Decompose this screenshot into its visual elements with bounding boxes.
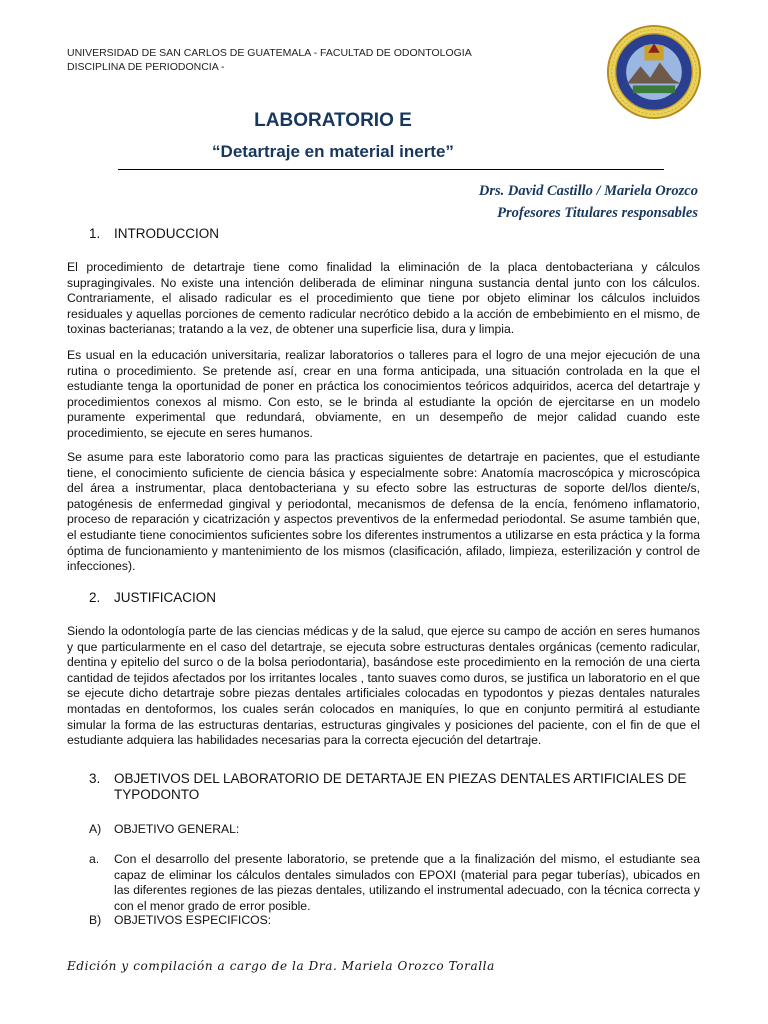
title-divider xyxy=(118,169,664,170)
paragraph-justificacion: Siendo la odontología parte de las ciencias médicas y de la salud, que ejerce su campo de acción en seres humanos y que particularmente en el caso del detartraje, se ejecuta sobre estructuras dentales orgánicas (cemento radicular, dentina y epitelio del surco o de la bolsa periodontaria), basándose este procedimiento en la remoción de una cierta cantidad de tejidos afectados por los irritantes locales , tanto suaves como duros, se justifica un laboratorio en el que se ejecute dicho detartraje sobre piezas dentales artificiales colocadas en typodontos y piezas dentales naturales montadas en dentoformos, los cuales serán colocados en maniquíes, lo que en conjunto permitirá al estudiante simular la forma de las estructuras dentarias, estructuras gingivales y posiciones del paciente, con el fin de que el estudiante adquiera las habilidades necesarias para la correcta ejecución del detartraje. xyxy=(67,624,700,748)
author-role: Profesores Titulares responsables xyxy=(497,205,698,221)
paragraph-introduccion-1: El procedimiento de detartraje tiene como finalidad la eliminación de la placa dentobacteriana y cálculos supragingivales. No existe una intención deliberada de eliminar ninguna sustancia dental junto con los cálculos. Contrariamente, el alisado radicular es el procedimiento que tiene por objeto eliminar los cálculos incluidos residuales y aquellas porciones de cemento radicular necrótico debido a la acción de embebimiento en el mismo, de toxinas bacterianas; tratando a la vez, de obtener una superficie lisa, dura y limpia. xyxy=(67,260,700,337)
section-title: OBJETIVOS DEL LABORATORIO DE DETARTAJE EN PIEZAS DENTALES ARTIFICIALES DE TYPODONTO xyxy=(114,771,687,802)
list-text: Con el desarrollo del presente laboratorio, se pretende que a la finalización del mismo, el estudiante sea capaz de eliminar los cálculos dentales simulados con EPOXI (material para pegar tuberías), ubicados en las diferentes regiones de las piezas dentales, utilizando el instrumental adecuado, con la técnica correcta y con el menor grado de error posible. xyxy=(114,852,700,913)
header-line-2: DISCIPLINA DE PERIODONCIA - xyxy=(67,61,225,73)
author-names: Drs. David Castillo / Mariela Orozco xyxy=(478,183,698,199)
paragraph-introduccion-2: Es usual en la educación universitaria, realizar laboratorios o talleres para el logro de una mejor ejecución de una rutina o procedimiento. Se pretende así, crear en una forma anticipada, una situación controlada en la que el estudiante tenga la oportunidad de poner en práctica los conocimientos teóricos adquiridos, acerca del detartraje y procedimientos conexos al mismo. Con esto, se le brinda al estudiante la opción de ejercitarse en un modelo puramente experimental que redundará, obviamente, en un desempeño de mejor calidad cuando este procedimiento, se ejecute en seres humanos. xyxy=(67,348,700,440)
paragraph-introduccion-3: Se asume para este laboratorio como para las practicas siguientes de detartraje en pacientes, que el estudiante tiene, el conocimiento suficiente de ciencia básica y especialmente sobre: Anatomía macroscópica y microscópica del área a instrumentar, placa dentobacteriana y su efecto sobre las estructuras de soporte del/los diente/s, patogénesis de enfermedad gingival y periodontal, mecanismos de defensa de la encía, fenómeno inflamatorio, proceso de reparación y cicatrización y aspectos preventivos de la enfermedad periodontal. Se asume también que, el estudiante tiene conocimientos suficientes sobre los diferentes instrumentos a utilizarse en esta práctica y la forma óptima de funcionamiento y mantenimiento de los mismos (clasificación, afilado, limpieza, esterilización y control de infecciones). xyxy=(67,450,700,574)
list-marker: A) xyxy=(89,822,102,836)
list-marker: B) xyxy=(89,913,102,927)
list-text: OBJETIVO GENERAL: xyxy=(114,822,240,836)
section-number: 2. xyxy=(89,590,101,605)
list-marker: a. xyxy=(89,852,100,866)
section-number: 1. xyxy=(89,226,101,241)
section-title: JUSTIFICACION xyxy=(114,590,217,605)
document-title: LABORATORIO E xyxy=(254,110,412,131)
section-number: 3. xyxy=(89,771,101,786)
page-footer: Edición y compilación a cargo de la Dra. Mariela Orozco Toralla xyxy=(67,959,495,973)
header-line-1: UNIVERSIDAD DE SAN CARLOS DE GUATEMALA - FACULTAD DE ODONTOLOGIA xyxy=(67,47,472,59)
institution-header xyxy=(67,46,472,74)
list-text: OBJETIVOS ESPECIFICOS: xyxy=(114,913,272,927)
authors-block xyxy=(479,180,698,224)
document-subtitle: “Detartraje en material inerte” xyxy=(212,142,454,161)
university-seal-icon xyxy=(606,24,702,120)
section-title: INTRODUCCION xyxy=(114,226,219,241)
